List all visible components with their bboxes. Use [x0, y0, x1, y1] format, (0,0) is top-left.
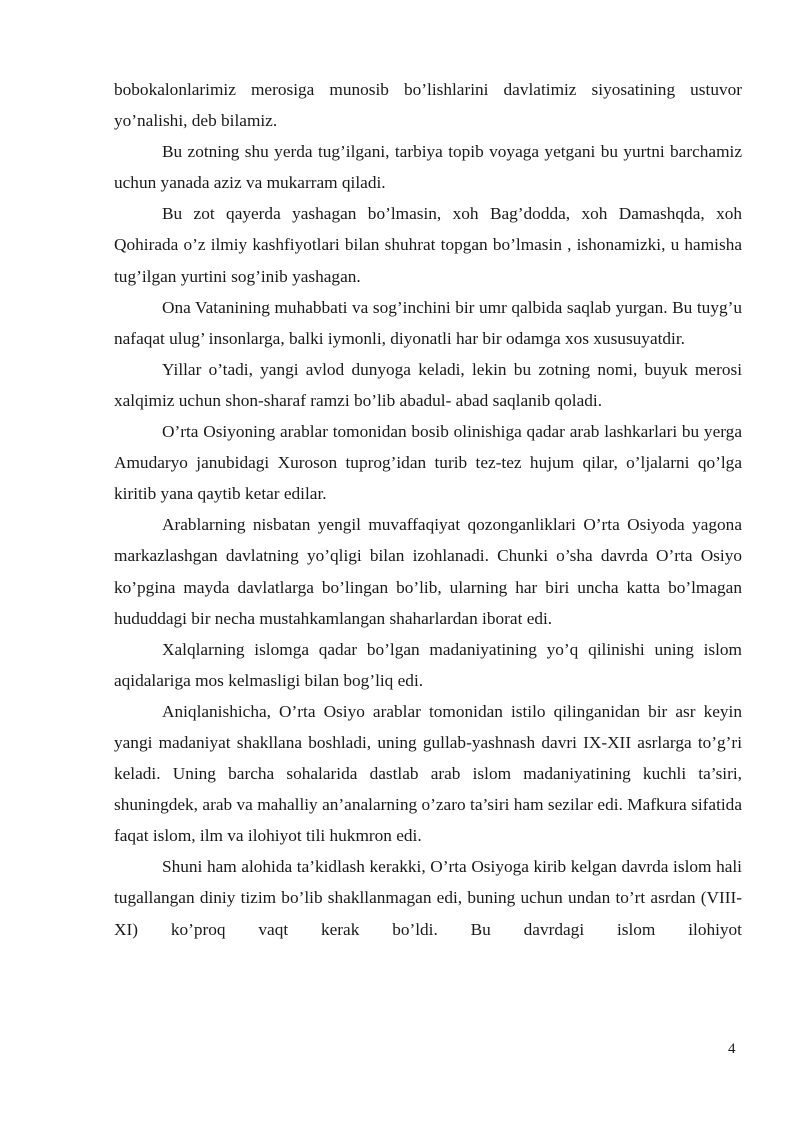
document-body — [114, 74, 742, 945]
paragraph: Yillar o’tadi, yangi avlod dunyoga keladi, lekin bu zotning nomi, buyuk merosi xalqimiz uchun shon-sharaf ramzi bo’lib abadul- abad saqlanib qoladi. — [114, 359, 742, 410]
paragraph: Arablarning nisbatan yengil muvaffaqiyat qozonganliklari O’rta Osiyoda yagona markazlashgan davlatning yo’qligi bilan izohlanadi. Chunki o’sha davrda O’rta Osiyo ko’pgina mayda davlatlarga bo’lingan bo’lib, ularning har biri uncha katta bo’lmagan hududdagi bir necha mustahkamlangan shaharlardan iborat edi. — [114, 515, 742, 628]
paragraph: Bu zot qayerda yashagan bo’lmasin, xoh Bag’dodda, xoh Damashqda, xoh Qohirada o’z ilmiy kashfiyotlari bilan shuhrat topgan bo’lmasin , ishonamizki, u hamisha tug’ilgan yurtini sog’inib yashagan. — [114, 204, 742, 286]
page-number: 4 — [728, 1041, 736, 1057]
paragraph: O’rta Osiyoning arablar tomonidan bosib olinishiga qadar arab lashkarlari bu yerga Amudaryo janubidagi Xuroson tuprog’idan turib tez-tez hujum qilar, o’ljalarni qo’lga kiritib yana qaytib ketar edilar. — [114, 422, 742, 504]
paragraph: Aniqlanishicha, O’rta Osiyo arablar tomonidan istilo qilinganidan bir asr keyin yangi madaniyat shakllana boshladi, uning gullab-yashnash davri IX-XII asrlarga to’g’ri keladi. Uning barcha sohalarida dastlab arab islom madaniyatining kuchli ta’siri, shuningdek, arab va mahalliy an’analarning o’zaro ta’siri ham sezilar edi. Mafkura sifatida faqat islom, ilm va ilohiyot tili hukmron edi. — [114, 701, 742, 846]
paragraph: bobokalonlarimiz merosiga munosib bo’lishlarini davlatimiz siyosatining ustuvor yo’nalishi, deb bilamiz. — [114, 80, 742, 131]
paragraph: Bu zotning shu yerda tug’ilgani, tarbiya topib voyaga yetgani bu yurtni barchamiz uchun yanada aziz va mukarram qiladi. — [114, 142, 742, 193]
paragraph: Xalqlarning islomga qadar bo’lgan madaniyatining yo’q qilinishi uning islom aqidalariga mos kelmasligi bilan bog’liq edi. — [114, 639, 742, 690]
paragraph: Shuni ham alohida ta’kidlash kerakki, O’rta Osiyoga kirib kelgan davrda islom hali tugallangan diniy tizim bo’lib shakllanmagan edi, buning uchun undan to’rt asrdan (VIII-XI) ko’proq vaqt kerak bo’ldi. Bu davrdagi islom ilohiyot — [114, 857, 742, 939]
paragraph: Ona Vatanining muhabbati va sog’inchini bir umr qalbida saqlab yurgan. Bu tuyg’u nafaqat ulug’ insonlarga, balki iymonli, diyonatli har bir odamga xos xususuyatdir. — [114, 297, 742, 348]
